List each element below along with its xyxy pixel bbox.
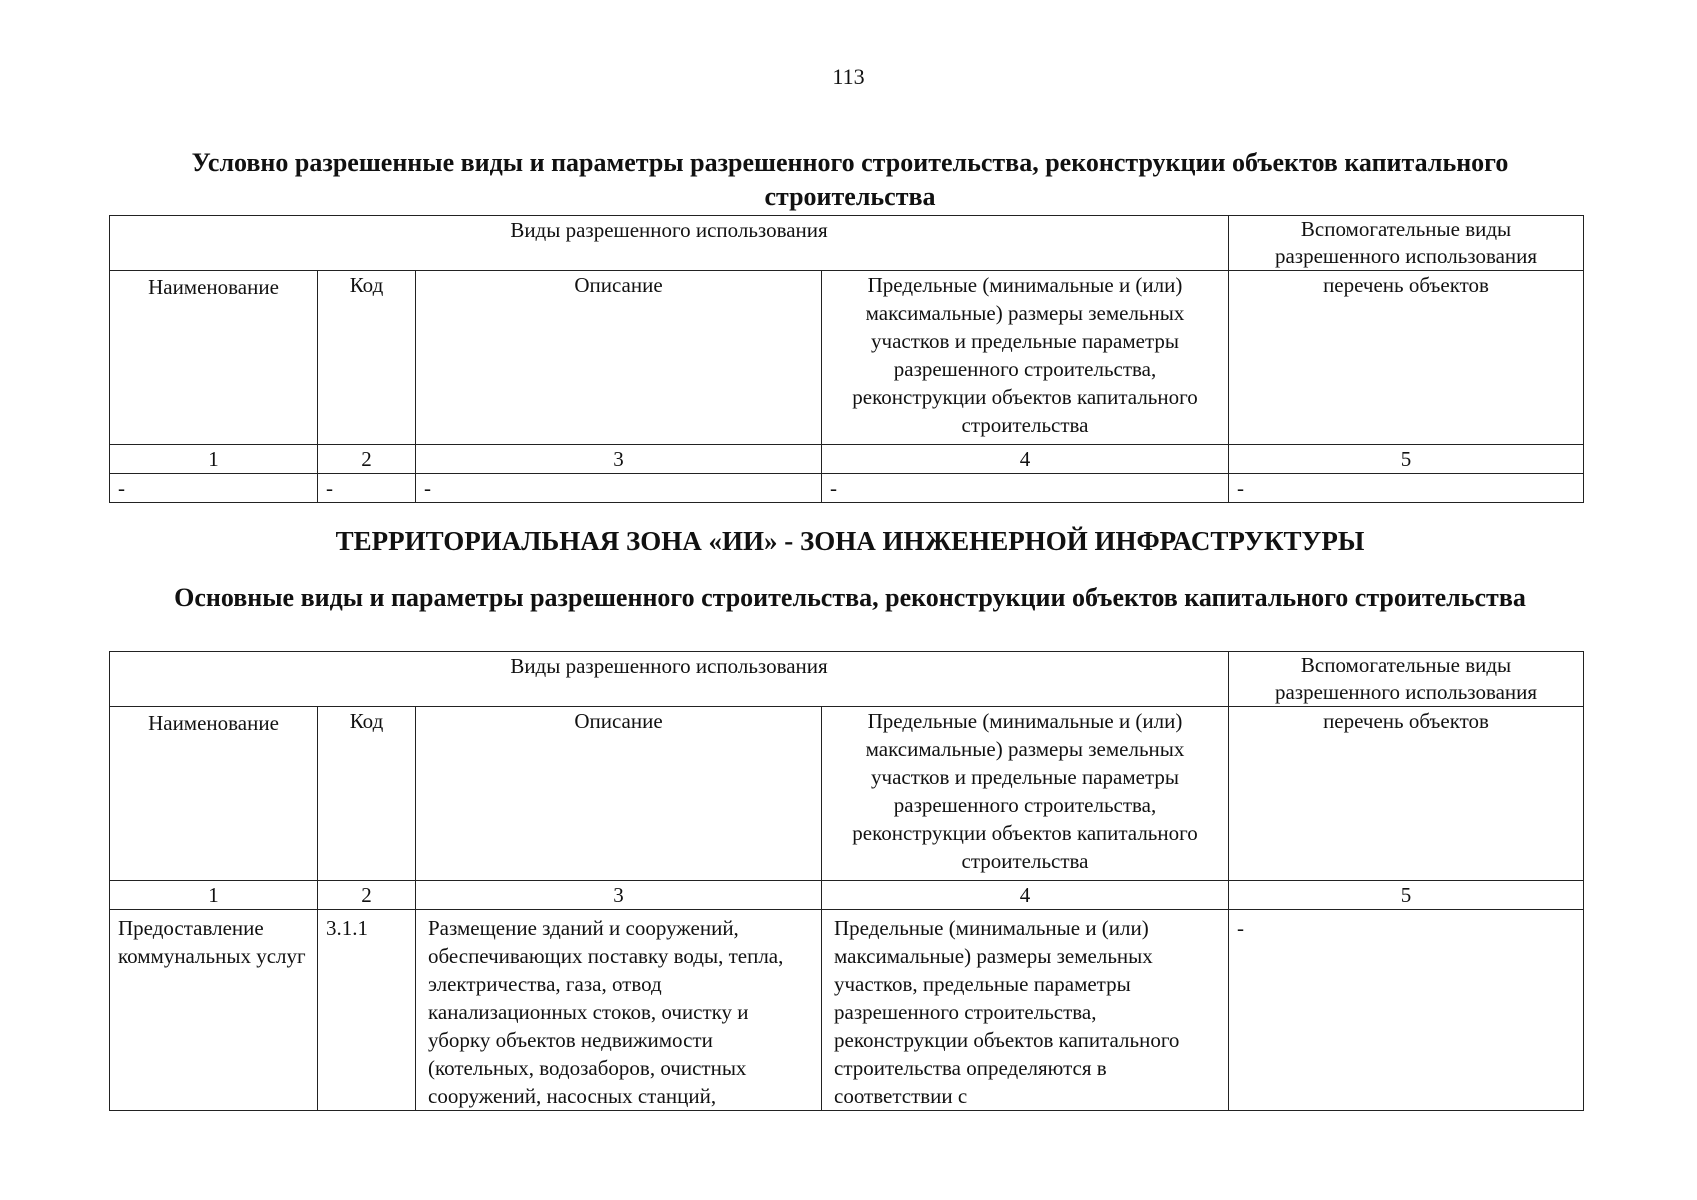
cell-limits: Предельные (минимальные и (или) максимальные) размеры земельных участков, предельные параметры разрешенного строительства, реконструкции объектов капитального строительства определяются в соответствии с xyxy=(822,910,1229,1111)
cell-code: - xyxy=(318,474,416,503)
column-number: 3 xyxy=(416,445,822,474)
col-header-limits: Предельные (минимальные и (или) максимальные) размеры земельных участков и предельные параметры разрешенного строительства, реконструкции объектов капитального строительства xyxy=(822,271,1229,445)
group-header-aux: Вспомогательные виды разрешенного использования xyxy=(1229,652,1584,707)
table-group-header-row xyxy=(110,652,1584,707)
col-header-name: Наименование xyxy=(110,707,318,881)
table-column-header-row xyxy=(110,707,1584,881)
zone-title: ТЕРРИТОРИАЛЬНАЯ ЗОНА «ИИ» - ЗОНА ИНЖЕНЕРНОЙ ИНФРАСТРУКТУРЫ xyxy=(335,526,1365,556)
table-group-header-row xyxy=(110,216,1584,271)
cell-name: - xyxy=(110,474,318,503)
cell-description: - xyxy=(416,474,822,503)
main-uses-table xyxy=(109,651,1584,1111)
cell-aux: - xyxy=(1229,910,1584,1111)
col-header-limits: Предельные (минимальные и (или) максимальные) размеры земельных участков и предельные параметры разрешенного строительства, реконструкции объектов капитального строительства xyxy=(822,707,1229,881)
col-header-code: Код xyxy=(318,707,416,881)
column-numbers-row xyxy=(110,445,1584,474)
group-header-main: Виды разрешенного использования xyxy=(110,216,1229,271)
group-header-aux: Вспомогательные виды разрешенного использования xyxy=(1229,216,1584,271)
cell-aux: - xyxy=(1229,474,1584,503)
column-numbers-row xyxy=(110,881,1584,910)
column-number: 1 xyxy=(110,445,318,474)
col-header-description: Описание xyxy=(416,271,822,445)
column-number: 3 xyxy=(416,881,822,910)
column-number: 4 xyxy=(822,445,1229,474)
column-number: 2 xyxy=(318,881,416,910)
col-header-code: Код xyxy=(318,271,416,445)
column-number: 1 xyxy=(110,881,318,910)
cell-limits: - xyxy=(822,474,1229,503)
table-row xyxy=(110,474,1584,503)
col-header-description: Описание xyxy=(416,707,822,881)
col-header-aux-list: перечень объектов xyxy=(1229,271,1584,445)
cell-name: Предоставление коммунальных услуг xyxy=(110,910,318,1111)
section-title-main: Основные виды и параметры разрешенного строительства, реконструкции объектов капитального строительства xyxy=(174,583,1526,612)
column-number: 4 xyxy=(822,881,1229,910)
col-header-name: Наименование xyxy=(110,271,318,445)
page-number: 113 xyxy=(832,64,865,89)
table-column-header-row xyxy=(110,271,1584,445)
column-number: 5 xyxy=(1229,445,1584,474)
conditional-uses-table xyxy=(109,215,1584,503)
col-header-aux-list: перечень объектов xyxy=(1229,707,1584,881)
section-title-conditional: Условно разрешенные виды и параметры разрешенного строительства, реконструкции объектов капитального строительства xyxy=(191,148,1509,211)
table-row xyxy=(110,910,1584,1111)
cell-code: 3.1.1 xyxy=(318,910,416,1111)
group-header-main: Виды разрешенного использования xyxy=(110,652,1229,707)
cell-description: Размещение зданий и сооружений, обеспечивающих поставку воды, тепла, электричества, газа, отвод канализационных стоков, очистку и уборку объектов недвижимости (котельных, водозаборов, очистных сооружений, насосных станций, xyxy=(416,910,822,1111)
column-number: 2 xyxy=(318,445,416,474)
column-number: 5 xyxy=(1229,881,1584,910)
